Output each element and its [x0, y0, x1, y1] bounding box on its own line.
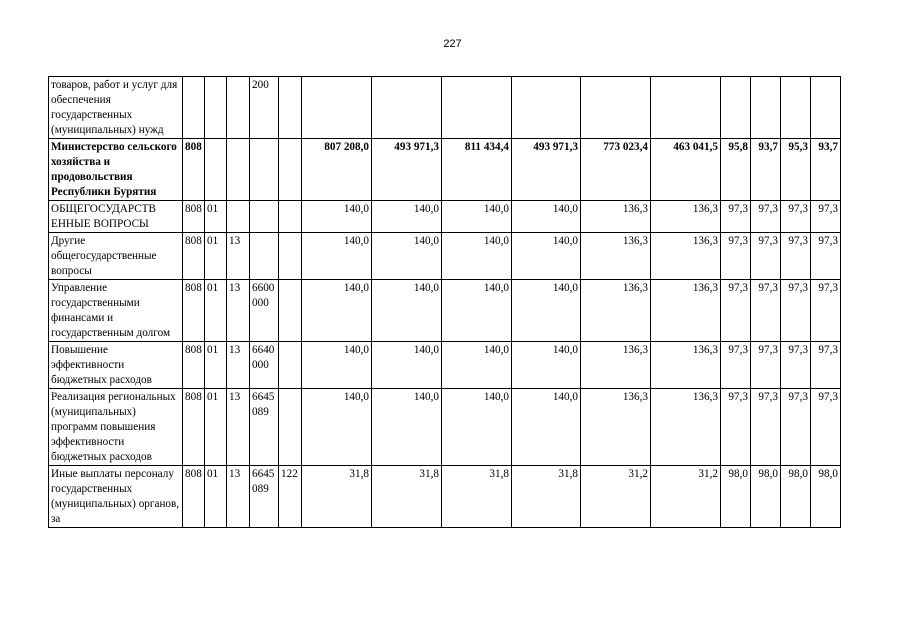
cell-rz: 01: [205, 342, 227, 389]
cell-value-1: 140,0: [302, 389, 372, 466]
cell-vr: [279, 139, 302, 201]
cell-rz: 01: [205, 233, 227, 280]
cell-pr: 13: [227, 233, 250, 280]
cell-csr: 6600 000: [250, 280, 279, 342]
cell-vr: [279, 201, 302, 233]
cell-name: Повышение эффективности бюджетных расходов: [49, 342, 183, 389]
cell-value-2: [372, 77, 442, 139]
cell-percent-1: 95,8: [721, 139, 751, 201]
cell-value-3: 140,0: [442, 342, 512, 389]
cell-value-3: 31,8: [442, 466, 512, 528]
cell-percent-4: 98,0: [811, 466, 841, 528]
cell-value-4: 493 971,3: [512, 139, 581, 201]
table-row: [49, 466, 841, 528]
cell-percent-3: 97,3: [781, 342, 811, 389]
cell-value-6: [651, 77, 721, 139]
cell-value-5: 136,3: [581, 280, 651, 342]
cell-value-6: 31,2: [651, 466, 721, 528]
cell-value-2: 140,0: [372, 233, 442, 280]
cell-percent-4: 97,3: [811, 201, 841, 233]
cell-value-4: 140,0: [512, 201, 581, 233]
cell-percent-3: 97,3: [781, 280, 811, 342]
cell-percent-4: 97,3: [811, 280, 841, 342]
cell-value-5: [581, 77, 651, 139]
cell-value-6: 136,3: [651, 280, 721, 342]
cell-name: Управление государственными финансами и государственным долгом: [49, 280, 183, 342]
cell-value-3: 140,0: [442, 280, 512, 342]
cell-pr: [227, 201, 250, 233]
cell-value-2: 140,0: [372, 201, 442, 233]
cell-percent-1: 97,3: [721, 342, 751, 389]
cell-percent-2: 97,3: [751, 389, 781, 466]
cell-glv: 808: [183, 280, 205, 342]
table-row: [49, 139, 841, 201]
cell-name: Реализация региональных (муниципальных) программ повышения эффективности бюджетных расходов: [49, 389, 183, 466]
cell-csr: [250, 201, 279, 233]
cell-percent-2: 93,7: [751, 139, 781, 201]
cell-value-4: 140,0: [512, 342, 581, 389]
cell-value-4: [512, 77, 581, 139]
cell-pr: [227, 139, 250, 201]
cell-vr: 122: [279, 466, 302, 528]
cell-value-6: 463 041,5: [651, 139, 721, 201]
cell-value-1: [302, 77, 372, 139]
cell-percent-3: 98,0: [781, 466, 811, 528]
cell-value-1: 807 208,0: [302, 139, 372, 201]
cell-vr: [279, 389, 302, 466]
cell-csr: 6645 089: [250, 389, 279, 466]
cell-value-6: 136,3: [651, 342, 721, 389]
cell-value-5: 136,3: [581, 201, 651, 233]
cell-glv: 808: [183, 342, 205, 389]
cell-name: Министерство сельского хозяйства и продовольствия Республики Бурятия: [49, 139, 183, 201]
cell-value-1: 140,0: [302, 201, 372, 233]
cell-csr: 200: [250, 77, 279, 139]
cell-percent-1: 97,3: [721, 280, 751, 342]
cell-percent-4: [811, 77, 841, 139]
cell-name: Иные выплаты персоналу государственных (муниципальных) органов, за: [49, 466, 183, 528]
cell-percent-3: 95,3: [781, 139, 811, 201]
cell-csr: [250, 139, 279, 201]
cell-pr: 13: [227, 280, 250, 342]
cell-value-3: 811 434,4: [442, 139, 512, 201]
cell-value-5: 136,3: [581, 389, 651, 466]
cell-vr: [279, 342, 302, 389]
cell-glv: 808: [183, 233, 205, 280]
table-body: [49, 77, 841, 528]
cell-value-1: 140,0: [302, 280, 372, 342]
cell-rz: 01: [205, 466, 227, 528]
cell-value-6: 136,3: [651, 233, 721, 280]
cell-value-4: 140,0: [512, 389, 581, 466]
cell-rz: [205, 139, 227, 201]
cell-glv: 808: [183, 389, 205, 466]
cell-rz: 01: [205, 201, 227, 233]
cell-percent-1: 97,3: [721, 389, 751, 466]
cell-value-3: [442, 77, 512, 139]
cell-pr: 13: [227, 389, 250, 466]
table-row: [49, 233, 841, 280]
cell-value-5: 31,2: [581, 466, 651, 528]
cell-value-1: 140,0: [302, 342, 372, 389]
cell-name: товаров, работ и услуг для обеспечения государственных (муниципальных) нужд: [49, 77, 183, 139]
cell-percent-1: [721, 77, 751, 139]
cell-csr: 6640 000: [250, 342, 279, 389]
cell-percent-2: 97,3: [751, 342, 781, 389]
cell-value-3: 140,0: [442, 233, 512, 280]
cell-glv: 808: [183, 139, 205, 201]
cell-value-1: 140,0: [302, 233, 372, 280]
cell-pr: [227, 77, 250, 139]
cell-value-3: 140,0: [442, 201, 512, 233]
table-row: [49, 201, 841, 233]
cell-value-5: 136,3: [581, 233, 651, 280]
cell-rz: [205, 77, 227, 139]
cell-percent-4: 97,3: [811, 389, 841, 466]
cell-vr: [279, 233, 302, 280]
cell-value-6: 136,3: [651, 201, 721, 233]
cell-name: Другие общегосударственные вопросы: [49, 233, 183, 280]
cell-percent-1: 98,0: [721, 466, 751, 528]
cell-pr: 13: [227, 342, 250, 389]
page-number: 227: [443, 38, 462, 50]
cell-glv: [183, 77, 205, 139]
cell-glv: 808: [183, 466, 205, 528]
budget-table: [48, 76, 841, 528]
table-row: [49, 342, 841, 389]
cell-value-2: 140,0: [372, 342, 442, 389]
cell-value-4: 140,0: [512, 233, 581, 280]
cell-percent-4: 97,3: [811, 233, 841, 280]
cell-value-2: 140,0: [372, 280, 442, 342]
cell-percent-2: 98,0: [751, 466, 781, 528]
cell-value-2: 493 971,3: [372, 139, 442, 201]
cell-value-6: 136,3: [651, 389, 721, 466]
cell-name: ОБЩЕГОСУДАРСТВ ЕННЫЕ ВОПРОСЫ: [49, 201, 183, 233]
cell-percent-3: [781, 77, 811, 139]
cell-rz: 01: [205, 389, 227, 466]
cell-percent-2: 97,3: [751, 280, 781, 342]
cell-percent-2: 97,3: [751, 201, 781, 233]
cell-percent-4: 93,7: [811, 139, 841, 201]
cell-value-4: 31,8: [512, 466, 581, 528]
cell-percent-3: 97,3: [781, 233, 811, 280]
cell-value-1: 31,8: [302, 466, 372, 528]
cell-value-5: 136,3: [581, 342, 651, 389]
cell-pr: 13: [227, 466, 250, 528]
cell-percent-3: 97,3: [781, 389, 811, 466]
table-row: [49, 280, 841, 342]
cell-value-2: 31,8: [372, 466, 442, 528]
cell-value-3: 140,0: [442, 389, 512, 466]
cell-percent-2: [751, 77, 781, 139]
cell-vr: [279, 280, 302, 342]
cell-percent-3: 97,3: [781, 201, 811, 233]
cell-value-5: 773 023,4: [581, 139, 651, 201]
cell-rz: 01: [205, 280, 227, 342]
table-row: [49, 77, 841, 139]
cell-vr: [279, 77, 302, 139]
cell-value-2: 140,0: [372, 389, 442, 466]
cell-value-4: 140,0: [512, 280, 581, 342]
cell-glv: 808: [183, 201, 205, 233]
cell-csr: 6645 089: [250, 466, 279, 528]
cell-percent-4: 97,3: [811, 342, 841, 389]
cell-percent-1: 97,3: [721, 233, 751, 280]
cell-percent-2: 97,3: [751, 233, 781, 280]
cell-csr: [250, 233, 279, 280]
table-row: [49, 389, 841, 466]
cell-percent-1: 97,3: [721, 201, 751, 233]
